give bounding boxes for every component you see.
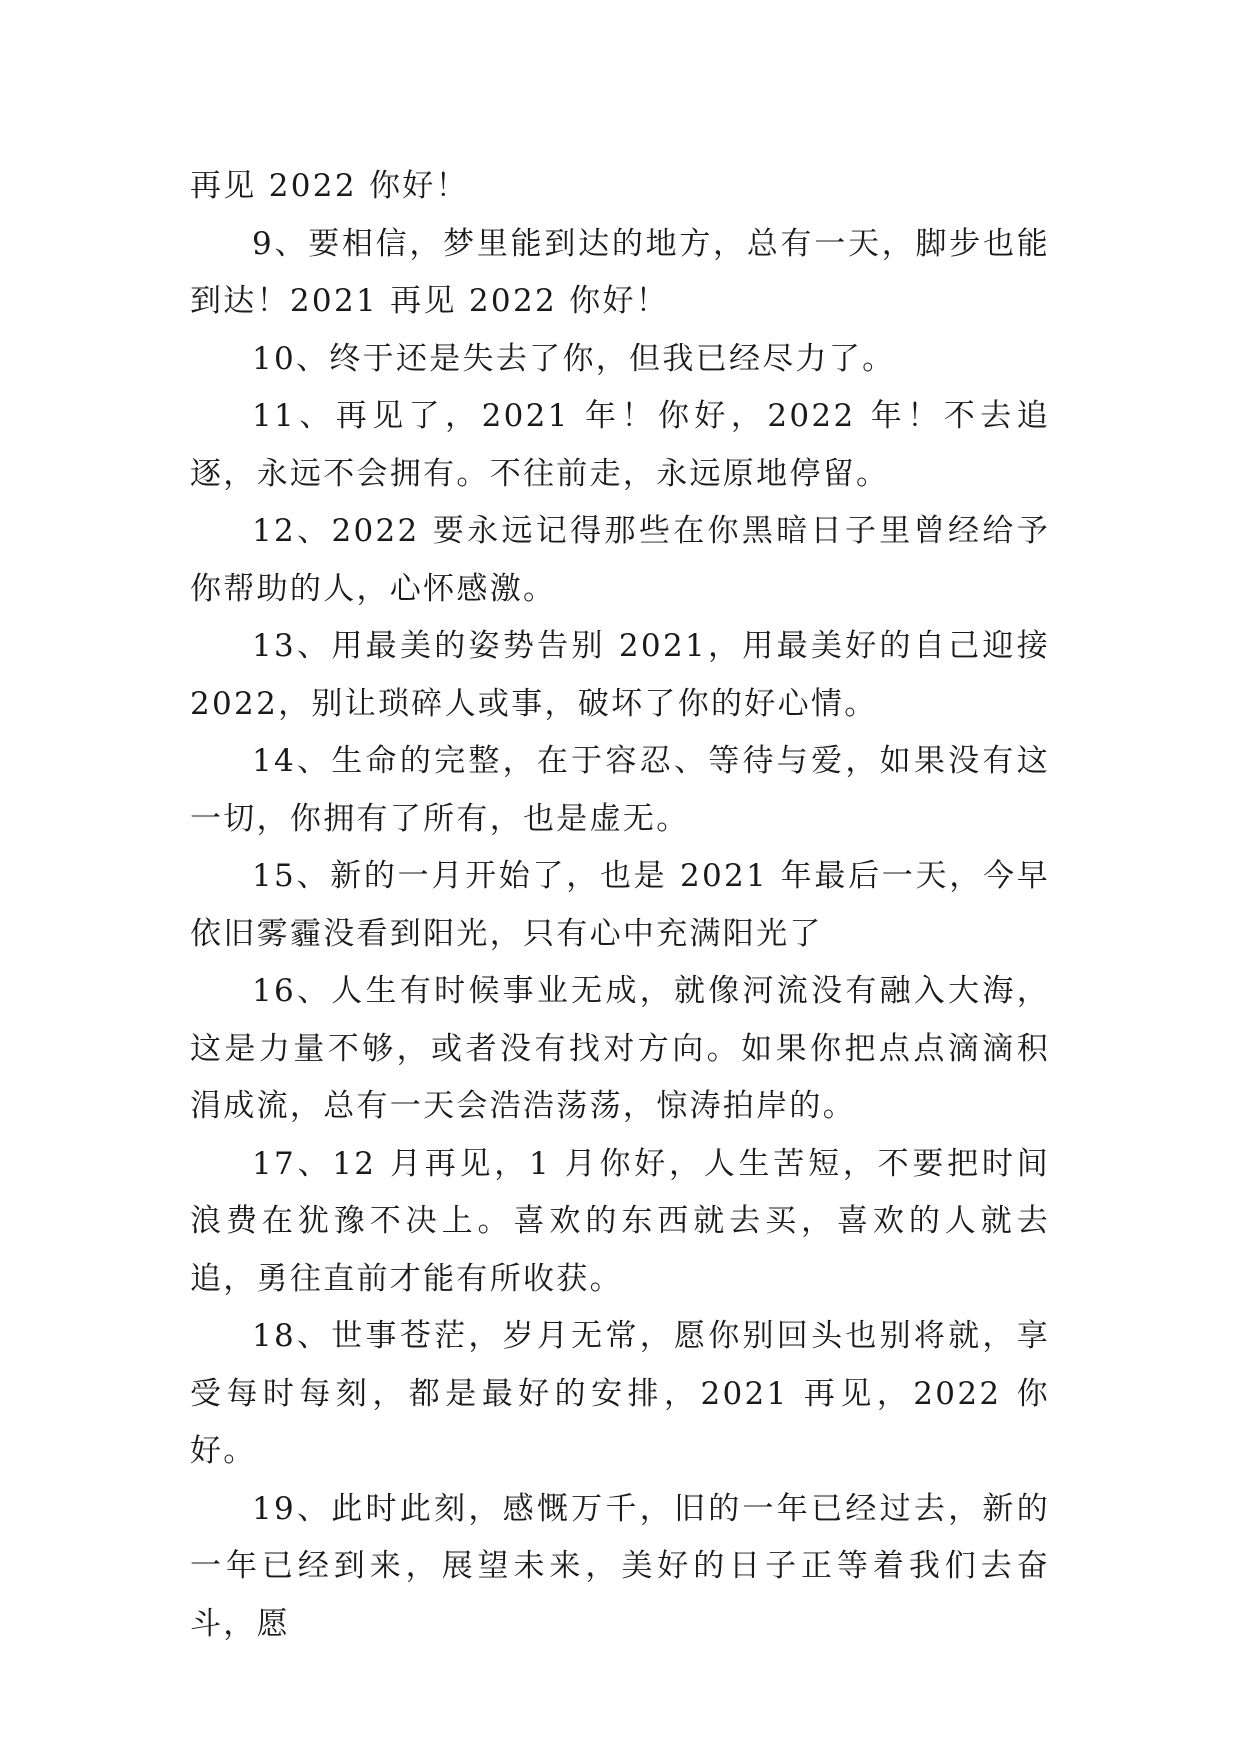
paragraph-continuation: 再见 2022 你好！ <box>190 168 469 204</box>
paragraph-16: 16、人生有时候事业无成，就像河流没有融入大海，这是力量不够，或者没有找对方向。如果你把点点滴滴积涓成流，总有一天会浩浩荡荡，惊涛拍岸的。 <box>190 973 1050 1124</box>
paragraph-11: 11、再见了，2021 年！你好，2022 年！不去追逐，永远不会拥有。不往前走，永远原地停留。 <box>190 398 1050 492</box>
paragraph-15: 15、新的一月开始了，也是 2021 年最后一天，今早依旧雾霾没看到阳光，只有心中充满阳光了 <box>190 858 1050 952</box>
paragraph-12: 12、2022 要永远记得那些在你黑暗日子里曾经给予你帮助的人，心怀感激。 <box>190 513 1050 607</box>
paragraph-19: 19、此时此刻，感慨万千，旧的一年已经过去，新的一年已经到来，展望未来，美好的日子正等着我们去奋斗，愿 <box>190 1490 1050 1642</box>
paragraph-14: 14、生命的完整，在于容忍、等待与爱，如果没有这一切，你拥有了所有，也是虚无。 <box>190 743 1050 837</box>
paragraph-17: 17、12 月再见，1 月你好，人生苦短，不要把时间浪费在犹豫不决上。喜欢的东西就去买，喜欢的人就去追，勇往直前才能有所收获。 <box>190 1145 1050 1297</box>
document-body <box>190 158 1050 1653</box>
paragraph-9: 9、要相信，梦里能到达的地方，总有一天，脚步也能到达！2021 再见 2022 你好！ <box>190 225 1050 319</box>
paragraph-18: 18、世事苍茫，岁月无常，愿你别回头也别将就，享受每时每刻，都是最好的安排，2021 再见，2022 你好。 <box>190 1318 1050 1469</box>
paragraph-13: 13、用最美的姿势告别 2021，用最美好的自己迎接 2022，别让琐碎人或事，破坏了你的好心情。 <box>190 628 1050 722</box>
paragraph-10: 10、终于还是失去了你，但我已经尽力了。 <box>252 340 896 377</box>
